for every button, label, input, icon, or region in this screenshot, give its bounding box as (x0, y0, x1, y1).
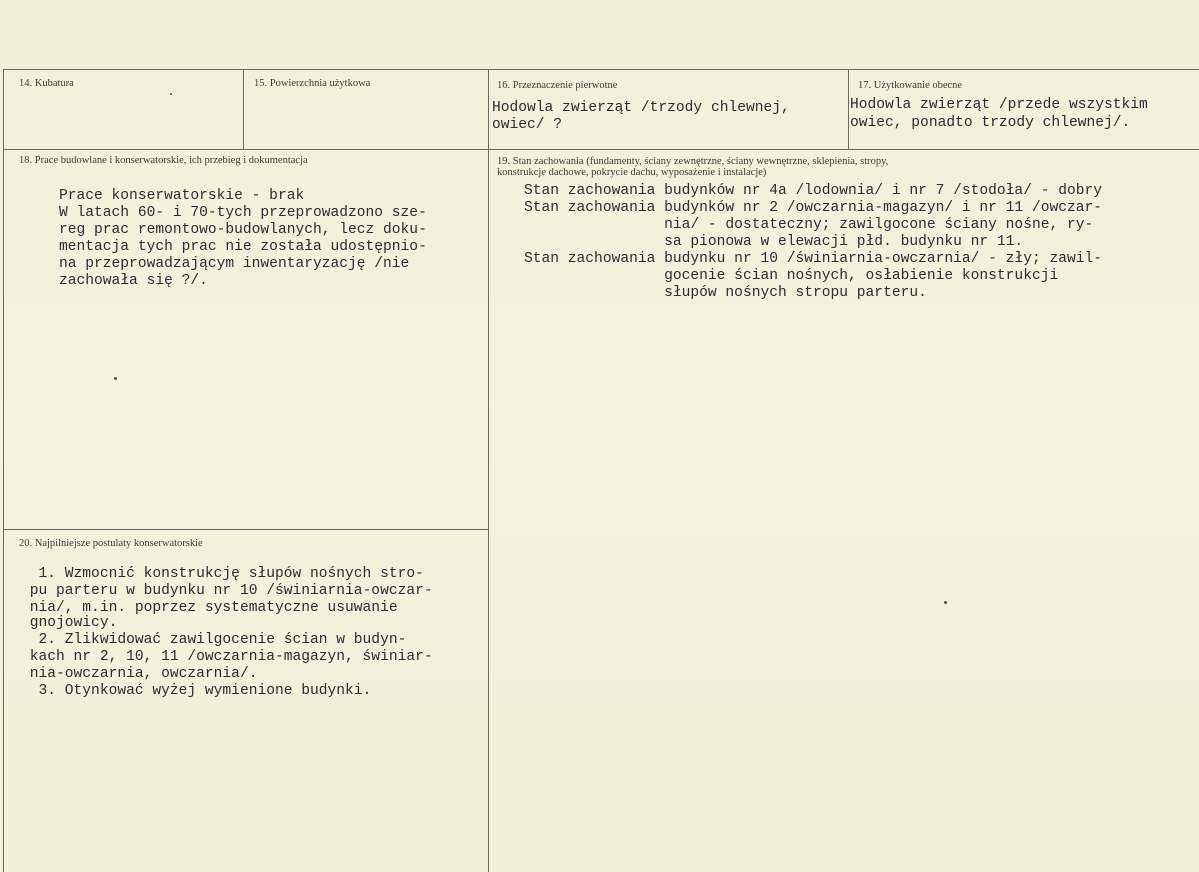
field-20-line-4: gnojowicy. (21, 615, 118, 631)
field-19-line-4: sa pionowa w elewacji płd. budynku nr 11. (524, 234, 1024, 250)
row-divider-line (4, 149, 1199, 150)
field-19-line-5: Stan zachowania budynku nr 10 /świniarnia-owczarnia/ - zły; zawil- (524, 251, 1103, 267)
field-17-line-1: Hodowla zwierząt /przede wszystkim (850, 97, 1148, 113)
top-border-line (4, 69, 1199, 70)
field-19-line-2: Stan zachowania budynków nr 2 /owczarnia-magazyn/ i nr 11 /owczar- (524, 200, 1103, 216)
field-18-line-6: zachowała się ?/. (59, 273, 208, 289)
field-16-line-2: owiec/ ? (492, 117, 563, 133)
field-16-label: 16. Przeznaczenie pierwotne (497, 80, 618, 91)
field-20-label: 20. Najpilniejsze postulaty konserwatorskie (19, 538, 203, 549)
field-17-line-2: owiec, ponadto trzody chlewnej/. (850, 115, 1131, 131)
field-20-line-1: 1. Wzmocnić konstrukcję słupów nośnych stro- (21, 566, 424, 582)
divider-16-17 (848, 69, 849, 149)
field-20-line-2: pu parteru w budynku nr 10 /świniarnia-owczar- (21, 583, 433, 599)
field-19-label-line-2: konstrukcje dachowe, pokrycie dachu, wyposażenie i instalacje) (497, 167, 767, 178)
divider-14-15 (243, 69, 244, 149)
field-19-line-6: gocenie ścian nośnych, osłabienie konstrukcji (524, 268, 1059, 284)
field-18-line-3: reg prac remontowo-budowlanych, lecz doku- (59, 222, 427, 238)
paper-speck (944, 601, 947, 604)
field-18-line-5: na przeprowadzającym inwentaryzację /nie (59, 256, 410, 272)
field-19-line-7: słupów nośnych stropu parteru. (524, 285, 927, 301)
field-16-line-1: Hodowla zwierząt /trzody chlewnej, (492, 100, 790, 116)
field-19-line-3: nia/ - dostateczny; zawilgocone ściany nośne, ry- (524, 217, 1094, 233)
field-20-line-7: nia-owczarnia, owczarnia/. (21, 666, 258, 682)
field-17-label: 17. Użytkowanie obecne (858, 80, 963, 91)
field-18-line-1: Prace konserwatorskie - brak (59, 188, 305, 204)
field-14-label: 14. Kubatura (19, 78, 74, 89)
field-18-label: 18. Prace budowlane i konserwatorskie, ich przebieg i dokumentacja (19, 155, 308, 166)
field-18-line-2: W latach 60- i 70-tych przeprowadzono sze- (59, 205, 427, 221)
field-20-line-3: nia/, m.in. poprzez systematyczne usuwanie (21, 600, 398, 616)
field-19-label-line-1: 19. Stan zachowania (fundamenty, ściany zewnętrzne, ściany wewnętrzne, sklepienia, stropy, (497, 156, 889, 167)
paper-speck (170, 93, 172, 95)
field-15-label: 15. Powierzchnia użytkowa (254, 78, 371, 89)
field-18-line-4: mentacja tych prac nie została udostępnio- (59, 239, 427, 255)
left-split-line (4, 529, 489, 530)
center-divider-line (488, 69, 489, 872)
field-20-line-5: 2. Zlikwidować zawilgocenie ścian w budyn- (21, 632, 407, 648)
field-19-line-1: Stan zachowania budynków nr 4a /lodownia/ i nr 7 /stodoła/ - dobry (524, 183, 1103, 199)
field-20-line-6: kach nr 2, 10, 11 /owczarnia-magazyn, świniar- (21, 649, 433, 665)
field-20-line-8: 3. Otynkować wyżej wymienione budynki. (21, 683, 372, 699)
left-border-line (3, 69, 4, 872)
paper-speck (114, 377, 117, 380)
